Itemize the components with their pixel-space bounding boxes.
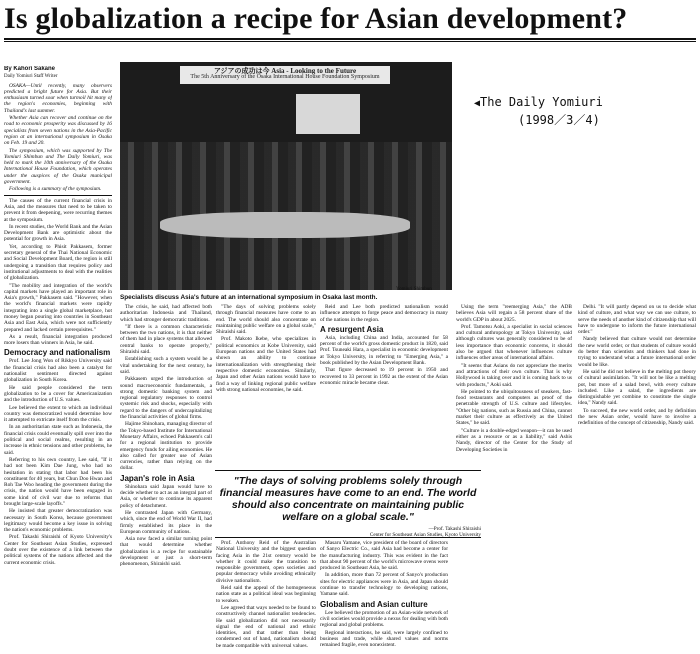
paragraph: He said he did not believe in the melting pot theory of cultural assimilation. "It will not be like a melting pot, but more of a salad bowl, with every culture included. Like a salad, the ingredients are distinguishable yet combine to constitute the single idea," Nandy said. bbox=[578, 368, 696, 407]
paragraph: Prof. Lee Jong Won of Rikkyo University said the financial crisis had also been a catalyst for nationalist sentiment directed against globalization in South Korea. bbox=[4, 358, 112, 384]
paragraph: Using the term "reemerging Asia," the ADB believes Asia will regain a 58 percent share of the world's GDP in about 2025. bbox=[456, 304, 572, 323]
byline-sub: Daily Yomiuri Staff Writer bbox=[4, 74, 58, 80]
paragraph: Reid and Lee both predicted nationalism would influence attempts to forge peace and democracy in many of the nations in the region. bbox=[320, 304, 448, 323]
attribution-name: —Prof. Takashi Shiraishi bbox=[428, 526, 481, 532]
symposium-photo bbox=[120, 62, 452, 290]
photo-banner bbox=[180, 66, 390, 84]
paragraph: He pointed to the ubiquitousness of sneakers, fast-food restaurants and computers as proof of the penetrable strength of U.S. culture and lifestyles. "Other big nations, such as Russia and China, cannot market their culture as effectively as the United States," he said. bbox=[456, 388, 572, 427]
paragraph: That figure decreased to 19 percent in 1950 and recovered to 33 percent in 1992 as the extent of the Asian economic miracle became clear. bbox=[320, 367, 448, 386]
intro-paragraph: The symposium, which was supported by The Yomiuri Shimbun and The Daily Yomiuri, was held to mark the 10th anniversary of the Osaka International House Foundation, which operates under the auspices of the Osaka municipal government. bbox=[4, 147, 112, 186]
paragraph: Establishing such a system would be a vital undertaking for the next century, he said. bbox=[120, 356, 212, 375]
paragraph: "The mobility and integration of the world's capital markets have played an important role in Asia's growth," Pakkasem said. "However, when the world's financial markets were rapidly integrating into a single global marketplace, hot money began pouring into countries in Southeast Asia and East Asia, which were not sufficiently prepared and lacked certain prerequisites." bbox=[4, 282, 112, 333]
paragraph: Prof. Tamotsu Aoki, a specialist in social sciences and cultural anthropology at Tokyo University, said although cultures was generally considered to be of less importance than economic concerns, it should also be argued that whenever influences culture influences other areas of international affairs. bbox=[456, 323, 572, 362]
headline-rule-thin bbox=[4, 41, 696, 42]
headline-rule bbox=[4, 38, 696, 40]
paragraph: Delhi. "It will partly depend on us to decide what kind of culture, and what way we can use culture, to serve the needs of another kind of citizenship that will have to undergone to inform the future international order." bbox=[578, 304, 696, 336]
paragraph: Pakkasem urged the introduction of sound macroeconomic fundamentals, a strong domestic banking system and regional regulatory responses to control systemic risk and shocks, especially with regard to the dangers of undercapitalizing the financial activities of global firms. bbox=[120, 376, 212, 421]
byline: By Kahori Sakane bbox=[4, 66, 56, 72]
paragraph: "The days of solving problems solely through financial measures have come to an end. The world should also concentrate on maintaining public welfare on a global scale," Shiraishi said. bbox=[216, 304, 316, 336]
paragraph: In an authoritarian state such as Indonesia, the financial crisis could eventually spill over into the political and social realms, resulting in an increase in ethnic tensions and other problems, he said. bbox=[4, 424, 112, 456]
photo-caption: Specialists discuss Asia's future at an international symposium in Osaka last month. bbox=[120, 294, 378, 301]
triangle-pointer-icon: ◀ bbox=[474, 98, 481, 109]
column-1 bbox=[4, 66, 112, 652]
paragraph: He insisted that greater democratization was necessary in South Korea, because government legitimacy would become a key issue in solving the nation's economic problems. bbox=[4, 508, 112, 534]
publication-date: (1998／3／4) bbox=[518, 113, 600, 127]
paragraph: "If there is a common characteristic between the two nations, it is that neither of them had in place systems that allowed central banks to operate properly," Shiraishi said. bbox=[120, 323, 212, 356]
paragraph: Hajime Shinohara, managing director of the Tokyo-based Institute for International Monetary Affairs, echoed Pakkasem's call for a regional institution to provide emergency funds for ailing economies. He also called for greater use of Asian currencies, rather than relying on the dollar. bbox=[120, 421, 212, 472]
paragraph: Prof. Takashi Shiraishi of Kyoto University's Center for Southeast Asian Studies, expressed doubt over the existence of a link between the political systems of the nations affected and the current economic crisis. bbox=[4, 534, 112, 566]
paragraph: In recent studies, the World Bank and the Asian Development Bank are optimistic about the potential for growth in Asia. bbox=[4, 223, 112, 243]
paragraph: Lee believed the extent to which an individual country was democratized would determine how it attempted to extricate itself from the crisis. bbox=[4, 404, 112, 424]
photo-credit: Yomiuri Shimbun bbox=[396, 287, 432, 292]
paragraph: Lee agreed that ways needed to be found to constructively channel nationalist tendencies. He said globalization did not necessarily signal the end of national and ethnic identities, and that rather than being condemned out of hand, nationalism should be made compatible with universal values. bbox=[216, 604, 316, 649]
attribution-org: Center for Southeast Asian Studies, Kyoto University bbox=[369, 532, 481, 538]
paragraph: He contrasted Japan with Germany, which, since the end of World War II, had firmly established its place in the European community of nations. bbox=[120, 509, 212, 535]
paragraph: Lee believed the promotion of an Asian-wide network of civil societies would provide a nexus for dealing with both regional and global problems. bbox=[320, 609, 448, 629]
intro-paragraph: OSAKA—Until recently, many observers predicted a bright future for Asia. But their enthusiasm turned sour when turmoil hit many of the region's economies, beginning with Thailand's last summer. bbox=[4, 82, 112, 114]
intro-divider bbox=[4, 195, 112, 196]
paragraph: "It seems that Asians do not appreciate the merits and attractions of their own culture. That is why Hollywood is taking over and it is coming back to us with products," Aoki said. bbox=[456, 362, 572, 388]
paragraph: Regional interactions, he said, were largely confined to business and trade, while shared values and norms remained fragile, even nonexistent. bbox=[320, 629, 448, 649]
projection-screen bbox=[296, 94, 360, 134]
column-4-top bbox=[320, 304, 448, 468]
column-3-top bbox=[216, 304, 316, 468]
headline: Is globalization a recipe for Asian development? bbox=[4, 2, 628, 35]
paragraph: Reid said the appeal of the homogeneous nation state as a political ideal was beginning to weaken. bbox=[216, 585, 316, 604]
column-4-bottom bbox=[320, 540, 448, 652]
paper-name: The Daily Yomiuri bbox=[480, 95, 603, 109]
paragraph: "Culture is a double-edged weapon—it can be used either as a resource or as a liability," said Ashis Nandy, director of the Center for the Study of Developing Societies in bbox=[456, 427, 572, 453]
section-heading: Democracy and nationalism bbox=[4, 348, 111, 358]
paragraph: Masaru Yamane, vice president of the board of directors of Sanyo Electric Co., said Asia had become a center for the manufacturing industry. This was evident in the fact that about 90 percent of the world's microwave ovens were produced in Southeast Asia, he said. bbox=[320, 540, 448, 572]
banner-subtitle: The 5th Anniversary of the Osaka International House Foundation Symposium bbox=[190, 74, 380, 80]
paragraph: Asia, including China and India, accounted for 58 percent of the world's gross domestic product in 1820, said Prof. Tsuneaki Hara, a specialist in economic development at Tokyo University, in referring to "Emerging Asia," a book published by the Asian Development Bank. bbox=[320, 334, 448, 367]
paragraph: To succeed, the new world order, and by definition the new Asian order, would have to involve a redefinition of the concept of citizenship, Nandy said. bbox=[578, 407, 696, 427]
column-3-bottom bbox=[216, 540, 316, 652]
paragraph: The crisis, he said, had affected both authoritarian Indonesia and Thailand, which had stronger democratic traditions. bbox=[120, 304, 212, 323]
section-heading: A resurgent Asia bbox=[320, 324, 384, 334]
paragraph: In addition, more than 72 percent of Sanyo's production sites for electric appliances were in Asia, and Japan should continue to transfer technology to developing nations, Yamane said. bbox=[320, 572, 448, 598]
conference-table bbox=[160, 212, 410, 238]
intro-paragraph: Whether Asia can recover and continue on the road to economic prosperity was discussed by 16 specialists from seven nations in the Asia-Pacific region at an international symposium in Osaka on Feb. 19 and 20. bbox=[4, 115, 112, 147]
source-label bbox=[474, 94, 603, 129]
paragraph: Prof. Makoto Ikebe, who specializes in political economics at Kobe University, said European nations and the United States had shown an ability to continue internationalization with strengthening their respective domestic economies. Similarly, Japan and other Asian nations would have to find a way of linking regional public welfare with strong national economies, he said. bbox=[216, 336, 316, 393]
section-heading: Globalism and Asian culture bbox=[320, 599, 428, 609]
paragraph: Asia now faced a similar turning point that would determine whether globalization is a recipe for sustainable development or just a short-term phenomenon, Shiraishi said. bbox=[120, 536, 212, 568]
intro bbox=[4, 83, 112, 193]
paragraph: Referring to his own country, Lee said, "If it had not been Kim Dae Jung, who had no hesitation in stating that labor had been his constituent for 40 years, but Chun Doo Hwan and Roh Tae Woo heading the government during the crisis, the nation would have been engaged in some kind of civil war due to reforms that brought large-scale layoffs." bbox=[4, 456, 112, 507]
paragraph: He said people considered the term globalization to be a cover for Americanization and the introduction of U.S. values. bbox=[4, 384, 112, 404]
paragraph: Nandy believed that culture would not determine the new world order, or that students of culture would do better than scientists and thinkers had done in trying to understand what a future international order would be like. bbox=[578, 336, 696, 368]
pull-quote bbox=[215, 470, 481, 538]
pull-quote-text: "The days of solving problems solely through financial measures have come to an end. The world should also concentrate on maintaining public welfare on a global scale." bbox=[219, 475, 477, 523]
paragraph: The causes of the current financial crisis in Asia, and the measures that need to be taken to prevent it from deepening, were recurring themes at the symposium. bbox=[4, 197, 112, 223]
paragraph: As a result, financial integration produced more losers than winners in Asia, he said. bbox=[4, 333, 112, 347]
column-2 bbox=[120, 304, 212, 652]
section-heading: Japan's role in Asia bbox=[120, 473, 195, 483]
intro-paragraph: Following is a summary of the symposium. bbox=[9, 186, 102, 193]
pull-quote-attribution bbox=[215, 526, 481, 538]
paragraph: Prof. Anthony Reid of the Australian National University and the biggest question facing Asia in the 21st century would be whether it could make the transition to responsible government, open societies and popular democracy while avoiding ethnically divisive nationalism. bbox=[216, 540, 316, 584]
paragraph: Yet, according to Phisit Pakkasem, former secretary general of the Thai National Economic and Social Development Board, the region is still undergoing a transition that requires policy and institutional adjustments to deal with the realities of globalization. bbox=[4, 243, 112, 282]
paragraph: Shinohara said Japan would have to decide whether to act as an integral part of Asia, or whether to continue its apparent policy of detachment. bbox=[120, 483, 212, 509]
column-6 bbox=[578, 304, 696, 652]
banner-title: アジアの成功は今 Asia - Looking to the Future bbox=[213, 67, 357, 75]
